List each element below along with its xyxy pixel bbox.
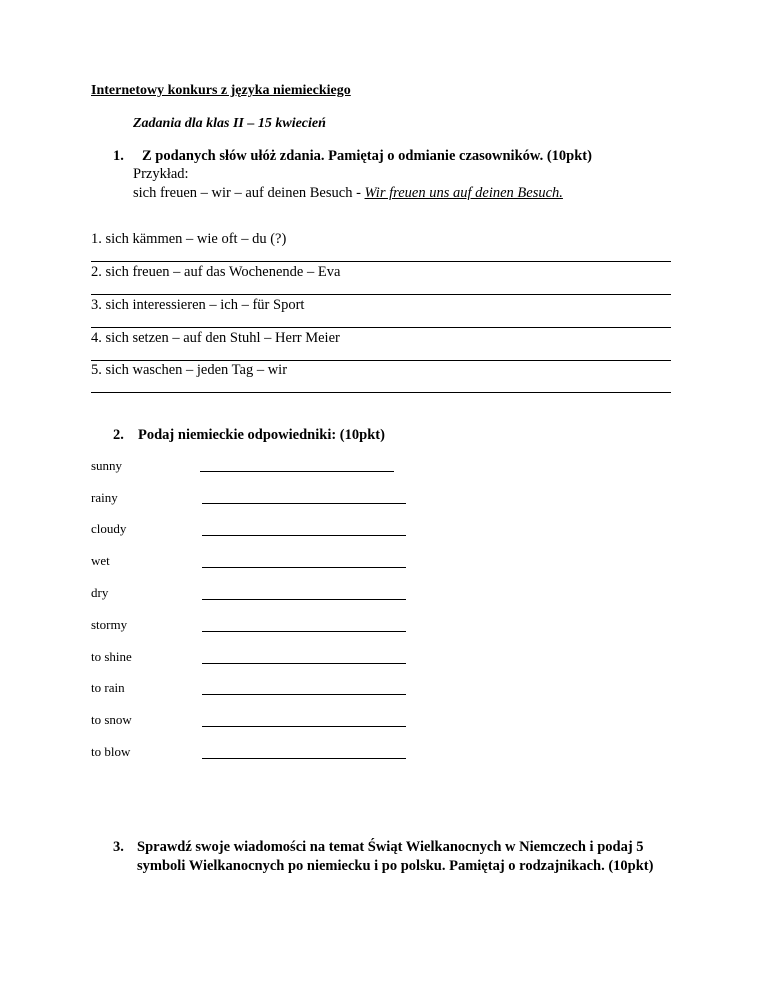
answer-line[interactable] — [91, 294, 671, 295]
vocab-answer-line[interactable] — [202, 758, 406, 759]
vocab-answer-line[interactable] — [202, 694, 406, 695]
answer-line[interactable] — [91, 392, 671, 393]
vocab-answer-line[interactable] — [202, 599, 406, 600]
vocab-word: sunny — [91, 458, 123, 473]
vocab-answer-line[interactable] — [202, 631, 406, 632]
vocab-answer-line[interactable] — [202, 535, 406, 536]
vocab-answer-line[interactable] — [202, 726, 406, 727]
vocab-answer-line[interactable] — [202, 503, 406, 504]
document-subtitle: Zadania dla klas II – 15 kwiecień — [133, 116, 326, 131]
task1-instruction: Z podanych słów ułóż zdania. Pamiętaj o odmianie czasowników. (10pkt) — [142, 148, 592, 164]
vocab-word: stormy — [91, 617, 128, 632]
task1-example-prompt: sich freuen – wir – auf deinen Besuch - — [133, 185, 365, 201]
vocab-word: to shine — [91, 649, 132, 664]
task1-item: 2. sich freuen – auf das Wochenende – Eva — [91, 264, 341, 280]
vocab-word: to snow — [91, 712, 132, 727]
task1-example-answer: Wir freuen uns auf deinen Besuch. — [364, 185, 563, 201]
vocab-word: dry — [91, 585, 109, 600]
document-title: Internetowy konkurs z języka niemieckiego — [91, 83, 351, 98]
task1-example-label: Przykład: — [133, 166, 189, 182]
vocab-word: to rain — [91, 680, 125, 695]
task1-item: 1. sich kämmen – wie oft – du (?) — [91, 231, 287, 247]
vocab-answer-line[interactable] — [202, 567, 406, 568]
vocab-word: wet — [91, 553, 110, 568]
task1-item: 5. sich waschen – jeden Tag – wir — [91, 362, 288, 378]
vocab-word: rainy — [91, 490, 118, 505]
vocab-answer-line[interactable] — [202, 663, 406, 664]
task3-instruction: Sprawdź swoje wiadomości na temat Świąt Wielkanocnych w Niemczech i podaj 5 symboli Wielkanocnych po niemiecku i po polsku. Pamiętaj o rodzajnikach. (10pkt) — [137, 839, 654, 874]
vocab-word: to blow — [91, 744, 131, 759]
task1-item: 3. sich interessieren – ich – für Sport — [91, 297, 305, 313]
task1-item: 4. sich setzen – auf den Stuhl – Herr Meier — [91, 330, 340, 346]
task3-number: 3. — [113, 839, 124, 855]
task2-instruction: Podaj niemieckie odpowiedniki: (10pkt) — [138, 427, 385, 443]
task1-number: 1. — [113, 148, 124, 164]
answer-line[interactable] — [91, 261, 671, 262]
answer-line[interactable] — [91, 327, 671, 328]
vocab-word: cloudy — [91, 521, 127, 536]
task2-number: 2. — [113, 427, 124, 443]
vocab-answer-line[interactable] — [200, 471, 394, 472]
task1-example — [133, 185, 563, 202]
answer-line[interactable] — [91, 360, 671, 361]
